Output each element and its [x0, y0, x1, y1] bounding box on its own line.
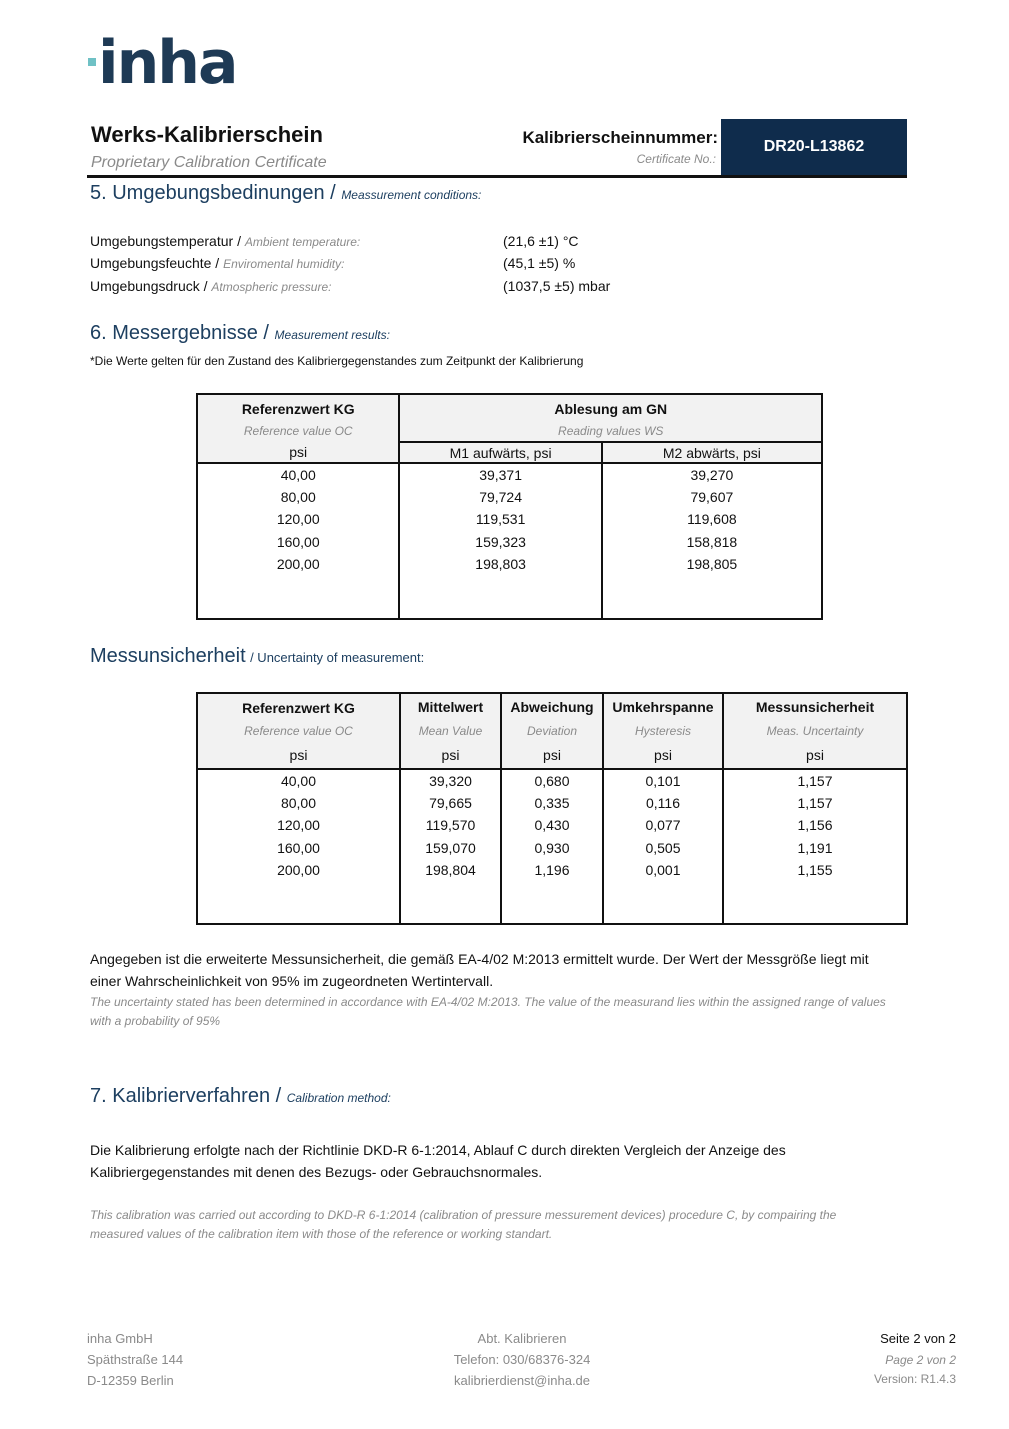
col-header-reference: Referenzwert KG: [197, 693, 400, 720]
footer-city: D-12359 Berlin: [87, 1373, 174, 1388]
table-row-empty: [197, 576, 822, 619]
table-cell: 1,156: [797, 817, 833, 834]
condition-label: Umgebungsfeuchte /: [90, 255, 220, 271]
table-cell: 0,505: [603, 837, 723, 860]
table-cell: 198,804: [400, 859, 501, 882]
table-cell: 40,00: [197, 463, 399, 486]
table-cell: 198,803: [399, 553, 601, 576]
table-cell: 159,070: [400, 837, 501, 860]
logo-dot-icon: [88, 58, 96, 66]
col-unit: psi: [197, 742, 400, 769]
section6-title: 6. Messergebnisse /: [90, 322, 269, 344]
table-cell: 39,320: [400, 769, 501, 792]
condition-label: Umgebungsdruck /: [90, 278, 208, 294]
table-row: [197, 508, 822, 531]
footer-page-info: [756, 1329, 956, 1387]
uncertainty-heading: [90, 645, 424, 668]
table-cell: 120,00: [197, 508, 399, 531]
col-header-mean: Mittelwert: [400, 693, 501, 720]
table-cell: 0,680: [501, 769, 603, 792]
col-header-reference: Referenzwert KG: [197, 394, 399, 420]
condition-label-en: Enviromental humidity:: [223, 257, 345, 271]
uncertainty-statement-en: The uncertainty stated has been determined in accordance with EA-4/02 M:2013. The value of the measurand lies within the assigned range of values with a probability of 95%: [90, 995, 886, 1028]
col-header-reading-group: Ablesung am GN: [554, 401, 668, 417]
table-row: [197, 837, 907, 860]
footer-company: inha GmbH: [87, 1331, 153, 1346]
footer-street: Späthstraße 144: [87, 1352, 184, 1367]
section7-heading: [90, 1085, 391, 1108]
condition-label-en: Atmospheric pressure:: [211, 280, 332, 294]
table-row: [197, 486, 822, 509]
condition-row-label: [90, 278, 331, 294]
col-sub: Deviation: [501, 720, 603, 742]
col-unit-m1: M1 aufwärts, psi: [399, 442, 601, 463]
condition-value: (45,1 ±5) %: [503, 255, 576, 271]
col-sub: Meas. Uncertainty: [766, 724, 864, 738]
condition-row-label: [90, 255, 344, 271]
table-cell: 120,00: [197, 814, 400, 837]
table-row: [197, 814, 907, 837]
table-cell: 79,607: [690, 488, 734, 505]
certificate-number-box: [721, 119, 907, 175]
table-cell: 0,430: [501, 814, 603, 837]
section7-title-en: Calibration method:: [286, 1091, 391, 1105]
table-cell: 0,335: [501, 792, 603, 815]
table-cell: 0,101: [603, 769, 723, 792]
col-sub: Mean Value: [400, 720, 501, 742]
footer-address: [87, 1328, 183, 1391]
table-row: [197, 792, 907, 815]
document-subtitle: Proprietary Calibration Certificate: [91, 154, 327, 171]
uncertainty-title: Messunsicherheit: [90, 645, 246, 667]
table-cell: 1,191: [797, 839, 833, 856]
table-row: [197, 859, 907, 882]
footer-email: kalibrierdienst@inha.de: [453, 1373, 591, 1388]
section6-title-en: Measurement results:: [274, 328, 390, 342]
col-sub: Reference value OC: [197, 720, 400, 742]
version-label: Version: R1.4.3: [873, 1372, 956, 1386]
table-cell: 160,00: [197, 531, 399, 554]
table-cell: 0,116: [603, 792, 723, 815]
condition-label: Umgebungstemperatur /: [90, 233, 241, 249]
table-cell: 0,930: [501, 837, 603, 860]
section5-title-en: Meassurement conditions:: [341, 188, 482, 202]
document-title: Werks-Kalibrierschein: [91, 122, 323, 147]
section6-note: *Die Werte gelten für den Zustand des Kalibriergegenstandes zum Zeitpunkt der Kalibrierung: [90, 354, 584, 368]
col-header-deviation: Abweichung: [501, 693, 603, 720]
table-cell: 39,270: [690, 466, 734, 483]
footer-contact: [422, 1328, 622, 1391]
condition-value: (1037,5 ±5) mbar: [503, 278, 611, 294]
col-unit-m2: M2 abwärts, psi: [602, 442, 822, 463]
page-number: Seite 2 von 2: [880, 1331, 956, 1346]
col-sub-reading-group: Reading values WS: [558, 423, 664, 438]
table-row: [197, 531, 822, 554]
table-cell: 80,00: [197, 486, 399, 509]
footer-department: Abt. Kalibrieren: [477, 1331, 567, 1346]
certificate-number-label-en: Certificate No.:: [636, 152, 716, 166]
table-cell: 1,196: [501, 859, 603, 882]
certificate-number: DR20-L13862: [763, 138, 865, 155]
table-cell: 200,00: [197, 859, 400, 882]
calibration-method-de: Die Kalibrierung erfolgte nach der Richtlinie DKD-R 6-1:2014, Ablauf C durch direkten Vergleich der Anzeige des Kalibriergegenstandes mit denen des Bezugs- oder Gebrauchsnormales.: [90, 1142, 786, 1180]
table-cell: 160,00: [197, 837, 400, 860]
table-cell: 119,608: [687, 511, 737, 528]
table-cell: 198,805: [686, 556, 738, 573]
condition-row-label: [90, 233, 360, 249]
certificate-number-label: Kalibrierscheinnummer:: [522, 128, 718, 147]
section5-heading: [90, 182, 481, 205]
table-cell: 158,818: [686, 533, 738, 550]
col-sub: Hysteresis: [603, 720, 723, 742]
table-row: [197, 769, 907, 792]
uncertainty-table: [196, 692, 908, 925]
table-row: [197, 463, 822, 486]
condition-label-en: Ambient temperature:: [244, 235, 361, 249]
table-row: [197, 553, 822, 576]
col-sub-reference: Reference value OC: [197, 420, 399, 442]
table-cell: 0,001: [603, 859, 723, 882]
table-cell: 79,724: [399, 486, 601, 509]
table-cell: 119,570: [400, 814, 501, 837]
condition-value: (21,6 ±1) °C: [503, 233, 579, 249]
table-cell: 1,157: [797, 794, 833, 811]
col-header-uncertainty: Messunsicherheit: [755, 699, 875, 715]
table-cell: 119,531: [399, 508, 601, 531]
calibration-method-en: This calibration was carried out according to DKD-R 6-1:2014 (calibration of pressure messurement devices) procedure C, by compairing the measured values of the calibration item with those of the reference or working standart.: [90, 1208, 837, 1241]
table-cell: 39,371: [399, 463, 601, 486]
col-header-hysteresis: Umkehrspanne: [603, 693, 723, 720]
uncertainty-title-en: / Uncertainty of measurement:: [250, 650, 425, 665]
col-unit: psi: [501, 742, 603, 769]
col-unit: psi: [723, 742, 907, 769]
col-unit: psi: [400, 742, 501, 769]
col-unit: psi: [603, 742, 723, 769]
page-number-en: Page 2 von 2: [885, 1353, 956, 1367]
logo-text: inha: [98, 28, 237, 98]
measurement-results-table: [196, 393, 823, 620]
section5-title: 5. Umgebungsbedinungen /: [90, 182, 336, 204]
header-rule: [87, 175, 907, 178]
table-row-empty: [197, 882, 907, 924]
section7-title: 7. Kalibrierverfahren /: [90, 1085, 282, 1107]
table-cell: 1,157: [797, 772, 833, 789]
table-cell: 200,00: [197, 553, 399, 576]
uncertainty-statement-de: Angegeben ist die erweiterte Messunsicherheit, die gemäß EA-4/02 M:2013 ermittelt wurde. Der Wert der Messgröße liegt mit einer Wahrscheinlichkeit von 95% im zugeordneten Wertintervall.: [90, 951, 869, 989]
table-cell: 0,077: [603, 814, 723, 837]
table-cell: 1,155: [797, 862, 833, 879]
inha-logo: [86, 28, 237, 98]
section6-heading: [90, 322, 390, 345]
table-cell: 40,00: [197, 769, 400, 792]
table-cell: 79,665: [400, 792, 501, 815]
footer-phone: Telefon: 030/68376-324: [453, 1352, 591, 1367]
table-cell: 159,323: [399, 531, 601, 554]
col-unit-reference: psi: [197, 442, 399, 463]
table-cell: 80,00: [197, 792, 400, 815]
